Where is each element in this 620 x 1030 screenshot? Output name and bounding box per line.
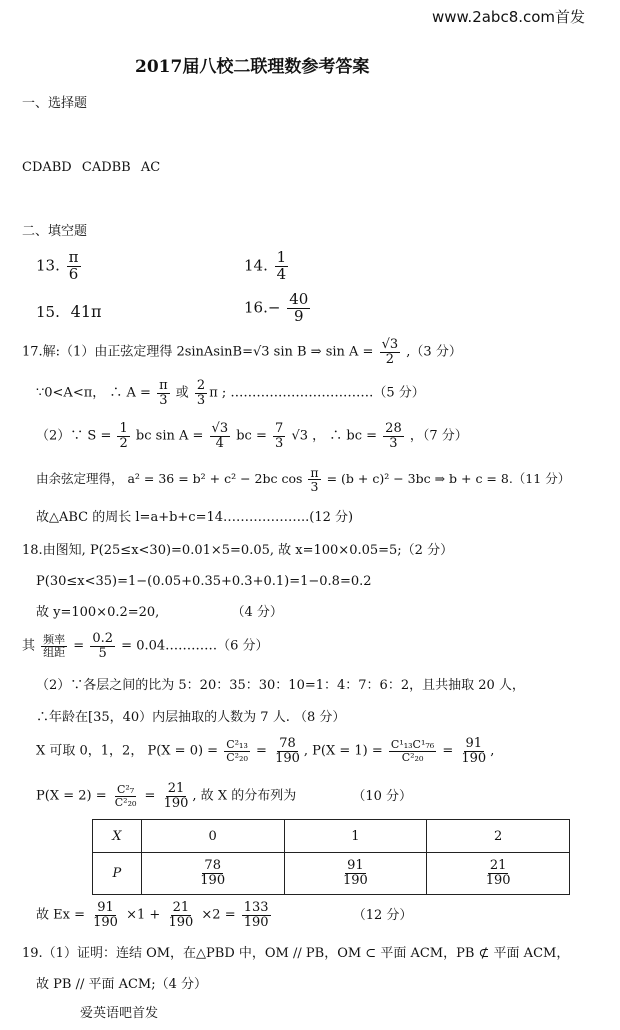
q17-line1: [22, 338, 462, 366]
q18-line7-frac1: [224, 739, 250, 763]
p1-den: 190: [342, 873, 368, 888]
q18-line4-frac2: [90, 632, 115, 660]
q18-line4-f2-den: 5: [98, 645, 107, 661]
q18-line4-pre: 其: [22, 638, 36, 654]
q18-line3: [36, 605, 283, 621]
q18-line9-text: 故 Ex =: [36, 907, 85, 923]
q17-line1-fraction: [380, 338, 401, 366]
q17-line4-num: π: [310, 465, 319, 480]
q17-line4-fraction: [308, 466, 320, 493]
q14-num: 1: [276, 248, 287, 266]
q18-line4-f2-num: 0.2: [92, 631, 114, 646]
q18-line8-score: （10 分）: [352, 788, 413, 804]
q17-line3-f1-den: 2: [119, 435, 128, 451]
q17-line3-f2-den: 4: [215, 435, 224, 451]
q18-line7-frac3: [389, 739, 436, 763]
q17-line3: [36, 422, 468, 450]
section2-heading: 二、填空题: [22, 224, 88, 239]
q17-line1-num: √3: [381, 337, 399, 352]
q18-line9-score: （12 分）: [352, 907, 413, 923]
q18-line4-f1-den: 组距: [43, 645, 66, 659]
q18-line4-f1-num: 频率: [43, 633, 66, 647]
q18-line7-f3-den: C²₂₀: [401, 750, 424, 764]
choice-answers: CDABD CADBB AC: [22, 160, 161, 175]
q18-line7-f4-num: 91: [465, 736, 483, 751]
q17-line3-frac3: [273, 422, 285, 450]
q18-line3-score: （4 分）: [231, 605, 283, 620]
table-cell: [284, 853, 427, 895]
q17-line1-score: ,（3 分）: [406, 344, 462, 360]
p1-num: 91: [347, 858, 364, 874]
q18-line9-f1-num: 91: [97, 900, 114, 915]
q18-line8-f1-den: C²₂₀: [114, 795, 137, 809]
table-cell: [141, 853, 284, 895]
q18-line7-eq1: =: [256, 743, 267, 759]
q18-line9-m2: ×2 =: [201, 907, 236, 923]
q18-line8-frac2: [162, 782, 191, 810]
q18-line8-f1-num: C²₇: [116, 783, 135, 797]
answer-13: [36, 250, 83, 283]
q18-line2: P(30≤x<35)=1−(0.05+0.35+0.3+0.1)=1−0.8=0.2: [36, 574, 372, 589]
q16-num: 40: [289, 290, 309, 308]
q17-line2-f2-num: 2: [196, 378, 206, 393]
answer-14: [244, 250, 290, 283]
q18-line7-m: , P(X = 1) =: [303, 743, 383, 759]
q18-line7-frac4: [459, 737, 488, 765]
q17-line5: 故△ABC 的周长 l=a+b+c=14………………..(12 分): [36, 510, 354, 525]
q15-value: 41π: [70, 302, 102, 321]
q17-line3-m3: √3 ， ∴ bc =: [291, 428, 378, 444]
q16-label: 16.: [244, 298, 268, 317]
q19-line1: 19.（1）证明：连结 OM，在△PBD 中，OM // PB，OM ⊂ 平面 ACM，PB ⊄ 平面 ACM，: [22, 946, 570, 961]
q18-line4: [22, 632, 269, 660]
q18-line1: 18.由图知, P(25≤x<30)=0.01×5=0.05, 故 x=100×0.05=5;（2 分）: [22, 543, 454, 558]
q18-line7-text: X 可取 0，1，2， P(X = 0) =: [36, 743, 219, 759]
q18-line8-eq: =: [144, 788, 156, 804]
p0-num: 78: [204, 858, 221, 874]
q17-line2-f1-num: π: [159, 378, 168, 393]
q17-line4-text: 由余弦定理得， a² = 36 = b² + c² − 2bc cos: [36, 471, 303, 487]
q18-line8-text2: , 故 X 的分布列为: [192, 788, 297, 804]
table-cell: [93, 853, 142, 895]
p0-den: 190: [200, 873, 226, 888]
q18-line9-f3-num: 133: [243, 900, 269, 915]
q18-line8-f2-num: 21: [167, 781, 185, 796]
q18-line9-f1-den: 190: [93, 914, 118, 930]
q17-line3-f4-den: 3: [389, 435, 398, 451]
q17-line2-f1-den: 3: [159, 392, 168, 408]
q17-line3-m1: bc sin A =: [135, 428, 204, 444]
q18-line7-f3-num: C¹₁₃C¹₇₆: [390, 738, 435, 752]
q17-line2-frac1: [157, 379, 170, 407]
section1-heading: 一、选择题: [22, 96, 88, 111]
q18-line8-text: P(X = 2) =: [36, 788, 107, 804]
q16-den: 9: [293, 306, 304, 325]
q17-line3-f3-den: 3: [275, 435, 284, 451]
q18-line9-f2-den: 190: [168, 914, 194, 930]
q18-line7-comma: ,: [490, 743, 495, 759]
q17-line3-frac1: [117, 422, 129, 450]
q18-line7: [36, 737, 494, 765]
q18-line3-text: 故 y=100×0.2=20,: [36, 605, 160, 620]
q18-line7-f1-den: C²₂₀: [226, 750, 248, 764]
table-cell: [427, 853, 570, 895]
q18-line7-f1-num: C²₁₃: [226, 738, 248, 752]
q15-label: 15.: [36, 303, 60, 321]
footer-watermark: 爱英语吧首发: [80, 1006, 159, 1021]
q19-line2: 故 PB // 平面 ACM;（4 分）: [36, 977, 208, 992]
q17-line3-frac2: [210, 422, 231, 450]
answer-15: [36, 302, 102, 321]
q18-line8: [36, 782, 412, 810]
table-cell: 0: [141, 820, 284, 853]
q18-line5: （2）∵各层之间的比为 5：20：35：30：10=1：4：7：6：2，且共抽取 20 人，: [36, 678, 525, 693]
answer-16: [244, 292, 312, 325]
q13-label: 13.: [36, 256, 60, 275]
q18-line6: ∴年龄在[35，40）内层抽取的人数为 7 人. （8 分）: [36, 710, 346, 725]
q18-line4-eq: =: [73, 638, 85, 654]
table-row: [93, 820, 570, 853]
q17-line4: [36, 466, 570, 493]
q18-line8-f2-den: 190: [163, 795, 189, 811]
q18-line4-frac1: [41, 634, 67, 658]
p2-den: 190: [485, 873, 511, 888]
q14-den: 4: [276, 264, 287, 283]
q13-fraction: [67, 250, 81, 283]
q18-line4-score: = 0.04…………（6 分）: [121, 638, 269, 654]
q17-line2-f2-den: 3: [196, 392, 206, 408]
q18-line7-frac2: [273, 737, 302, 765]
site-watermark: www.2abc8.com首发: [432, 8, 586, 26]
q17-line3-text: （2）∵ S =: [36, 428, 112, 444]
q14-label: 14.: [244, 256, 268, 275]
q17-line2-frac2: [195, 379, 207, 407]
q18-line9-frac3: [242, 901, 271, 929]
q17-line2-score: π ; ……………………………（5 分）: [209, 385, 425, 401]
q18-line7-f2-num: 78: [279, 736, 296, 751]
q17-line3-frac4: [383, 422, 404, 450]
q18-line7-f2-den: 190: [275, 750, 300, 766]
q16-fraction: [287, 292, 310, 325]
q17-line3-score: ，（7 分）: [409, 428, 468, 444]
q18-line8-frac1: [113, 784, 139, 808]
table-header-x: X: [112, 828, 122, 844]
q17-line3-f4-num: 28: [385, 421, 402, 436]
table-cell: 2: [427, 820, 570, 853]
q17-line3-f2-num: √3: [211, 421, 229, 436]
q17-line4-den: 3: [310, 479, 319, 495]
q17-line3-m2: bc =: [236, 428, 267, 444]
q18-line9-frac1: [91, 901, 120, 929]
q16-sign: −: [267, 298, 281, 317]
q18-line9-m: ×1 +: [126, 907, 161, 923]
q17-line3-f3-num: 7: [275, 421, 284, 436]
distribution-table: [92, 819, 570, 895]
table-header-p: P: [112, 866, 122, 881]
q13-num: π: [68, 248, 79, 266]
page-title: 2017届八校二联理数参考答案: [135, 57, 370, 77]
q17-line4-score: = (b + c)² − 3bc ⇒ b + c = 8.（11 分）: [326, 471, 571, 487]
q14-fraction: [275, 250, 289, 283]
q18-line9-f2-num: 21: [172, 900, 190, 915]
q17-line1-text: 17.解:（1）由正弦定理得 2sinAsinB=√3 sin B ⇒ sin A =: [22, 344, 374, 360]
q17-line2: [36, 379, 425, 407]
q17-line3-f1-num: 1: [119, 421, 128, 436]
q17-line2-or: 或: [175, 385, 189, 401]
table-cell: 1: [284, 820, 427, 853]
table-cell: [93, 820, 142, 853]
q17-line2-text: ∵0<A<π， ∴ A =: [36, 385, 151, 401]
q18-line9-f3-den: 190: [243, 914, 269, 930]
q18-line7-f4-den: 190: [461, 750, 487, 766]
q18-line9-frac2: [166, 901, 195, 929]
q13-den: 6: [68, 264, 79, 283]
q18-line9: [36, 901, 412, 929]
table-row: [93, 853, 570, 895]
p2-num: 21: [489, 858, 507, 874]
q17-line1-den: 2: [385, 351, 395, 367]
q18-line7-eq2: =: [442, 743, 454, 759]
